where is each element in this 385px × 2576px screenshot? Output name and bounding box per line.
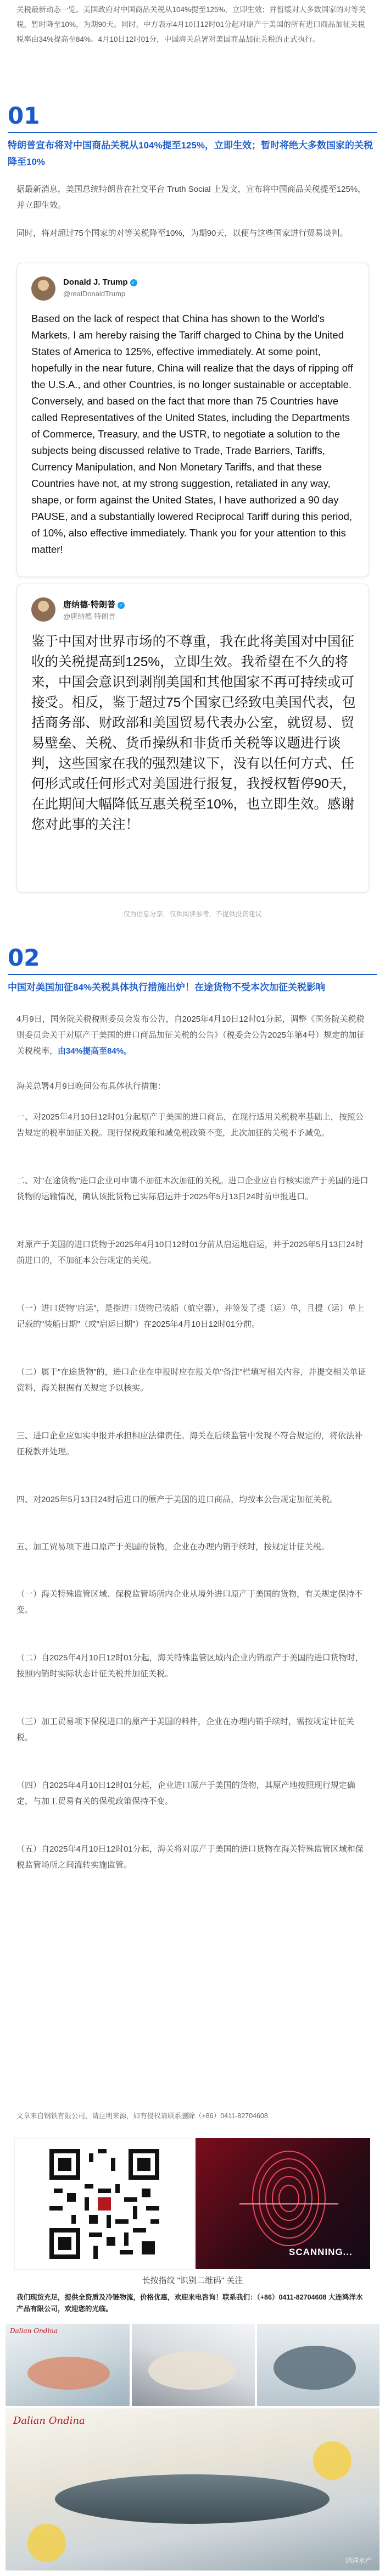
- brand-logo-text: Dalian Ondina: [10, 2327, 58, 2335]
- section-divider: [8, 974, 377, 975]
- section-title-01: 特朗普宣布将对中国商品关税从104%提至125%，立即生效；暂时将绝大多数国家的关税降至10%: [8, 140, 373, 167]
- section2-paragraph: 对原产于美国的进口货物于2025年4月10日12时01分前从启运地启运，并于2025年5月13日24时前进口的，不加征本公告规定的关税。: [16, 1240, 364, 1265]
- tweet-body: Based on the lack of respect that China has shown to the World's Markets, I am hereby raising the Tariff charged to China by the United States of America to 125%, effective immediately. At some point, hopefully in the near future, China will realize that the days of ripping off the U.S.A., and other Countries, is no longer sustainable or acceptable. Conversely, and based on the fact that more than 75 Countries have called Representatives of the United States, including the Departments of Commerce, Treasury, and the USTR, to negotiate a solution to the subjects being discussed relative to Trade, Trade Barriers, Tariffs, Currency Manipulation, and Non Monetary Tariffs, and that these Countries have not, at my strong suggestion, retaliated in any way, shape, or form against the United States, I have authorized a 90 day PAUSE, and a substantially lowered Reciprocal Tariff during this period, of 10%, also effective immediately. Thank you for your attention to this matter!: [31, 313, 353, 555]
- fingerprint-scan-image: [196, 2138, 370, 2269]
- qr-code-panel: [14, 2138, 194, 2270]
- intro-paragraph: 关税最新动态一览。美国政府对中国商品关税从104%提至125%，立即生效；并暂缓对大多数国家的对等关税，暂时降至10%，为期90天。同时，中方表示4月10日12时01分起对原产于美国的所有进口商品加征关税税率由34%提高至84%。4月10日12时01分，中国海关总署对美国商品加征关税的正式执行。: [16, 5, 366, 43]
- verified-icon: ✓: [130, 279, 137, 286]
- section-divider: [8, 132, 377, 133]
- tweet-author-handle: @唐纳德·特朗普: [63, 612, 116, 621]
- qr-caption: 长按指纹 "识别二维码" 关注: [142, 2276, 243, 2285]
- section2-paragraph: （二）自2025年4月10日12时01分起，海关特殊监管区域内企业内销原产于美国的进口货物时，按照内销时实际状态计征关税并加征关税。: [16, 1653, 364, 1678]
- qr-code-icon[interactable]: [49, 2149, 159, 2259]
- scan-label: SCANNING...: [289, 2247, 353, 2257]
- section2-paragraph: （五）自2025年4月10日12时01分起，海关将对原产于美国的进口货物在海关特殊监管区域和保税监管场所之间流转实施监管。: [16, 1844, 364, 1870]
- brand-logo-text: Dalian Ondina: [13, 2415, 85, 2427]
- seafood-shape: [274, 2346, 356, 2390]
- section2-paragraph: （一）海关特殊监管区域、保税监管场所内企业从境外进口原产于美国的货物，有关规定保持不变。: [16, 1589, 363, 1615]
- avatar: [31, 597, 55, 622]
- section2-paragraph: 海关总署4月9日晚间公布具体执行措施：: [16, 1082, 166, 1091]
- section1-paragraph-2: 同时，将对超过75个国家的对等关税降至10%，为期90天，以便与这些国家进行贸易谈判。: [16, 229, 348, 238]
- seafood-photo-1: [5, 2324, 130, 2406]
- lemon-shape: [27, 2524, 66, 2562]
- section-title-02: 中国对美国加征84%关税具体执行措施出炉！在途货物不受本次加征关税影响: [8, 982, 326, 993]
- fish-shape: [55, 2474, 330, 2524]
- seafood-photo-large: [5, 2408, 380, 2571]
- section2-paragraph: 三、进口企业应如实申报并承担相应法律责任。海关在后续监管中发现不符合规定的，将依法补征税款并处理。: [16, 1431, 363, 1456]
- seafood-shape: [148, 2351, 236, 2390]
- section2-paragraph: （二）属于"在途货物"的，进口企业在申报时应在报关单"备注"栏填写相关内容，并提交相关单证资料，海关根据有关规定予以核实。: [16, 1367, 366, 1393]
- seafood-photo-3: [257, 2324, 380, 2406]
- highlight-rate: 由34%提高至84%。: [58, 1046, 132, 1056]
- tweet-author-name: Donald J. Trump ✓: [63, 278, 137, 287]
- tweet-card-english: [16, 263, 369, 577]
- section2-paragraph: （一）进口货物"启运"，是指进口货物已装船（航空器），并签发了提（运）单，且提（运）单上记载的"装船日期"（或"启运日期"）在2025年4月10日12时01分前。: [16, 1304, 365, 1329]
- seafood-photo-2: [132, 2324, 255, 2406]
- section2-paragraph: 四、对2025年5月13日24时后进口的原产于美国的进口商品，均按本公告规定加征关税。: [16, 1495, 338, 1504]
- section2-paragraph: （三）加工贸易项下保税进口的原产于美国的料件，企业在办理内销手续时，需按规定计征关税。: [16, 1717, 355, 1742]
- section-number-02: 02: [8, 944, 40, 971]
- section1-paragraph-1: 据最新消息，美国总统特朗普在社交平台 Truth Social 上发文，宣布将中国商品关税提至125%，并立即生效。: [16, 185, 366, 210]
- section-number-01: 01: [8, 102, 40, 129]
- lemon-shape: [313, 2441, 351, 2480]
- image-caption: 仅为信息分享，仅供阅读参考，不提供投资建议: [123, 910, 262, 918]
- section2-paragraph: （四）自2025年4月10日12时01分起，企业进口原产于美国的货物，其原产地按照现行规定确定，与加工贸易有关的保税政策保持不变。: [16, 1781, 355, 1806]
- tweet-author-handle: @realDonaldTrump: [63, 290, 126, 298]
- section2-paragraph: 一、对2025年4月10日12时01分起原产于美国的进口商品，在现行适用关税税率基础上，按照公告规定的税率加征关税。现行保税政策和减免税政策不变，此次加征的关税不予减免。: [16, 1112, 364, 1138]
- footer-note: 我们现货充足，提供全资质及冷链物流，价格优惠，欢迎来电咨询！联系我们：（+86）0411-82704608 大连鸿洋水产品有限公司，欢迎您的光临。: [16, 2294, 363, 2313]
- tweet-body: 鉴于中国对世界市场的不尊重，我在此将美国对中国征收的关税提高到125%，立即生效。我希望在不久的将来，中国会意识到剥削美国和其他国家不再可持续或可接受。相反，鉴于超过75个国家已经致电美国代表，包括商务部、财政部和美国贸易代表办公室，就贸易、贸易壁垒、关税、货币操纵和非货币关税等议题进行谈判，这些国家在我的强烈建议下，没有以任何方式、任何形式或任何形式对美国进行报复，我授权暂停90天，在此期间大幅降低互惠关税至10%，也立即生效。感谢您对此事的关注！: [31, 634, 356, 832]
- avatar: [31, 276, 55, 301]
- section2-paragraph: 二、对"在途货物"进口企业可申请不加征本次加征的关税。进口企业应自行核实原产于美国的进口货物的运输情况，确认该批货物已实际启运并于2025年5月13日24时前申报进口。: [16, 1176, 369, 1201]
- contact-note: 文章来自钢铁有限公司，请注明来源，如有侵权请联系删除（+86）0411-82704608: [16, 2112, 268, 2120]
- tweet-author-name: 唐纳德·特朗普 ✓: [63, 599, 125, 610]
- tweet-card-chinese: [16, 584, 369, 893]
- section2-paragraph: 五、加工贸易项下进口原产于美国的货物，企业在办理内销手续时，按规定计征关税。: [16, 1542, 330, 1552]
- watermark: 鸿洋水产: [345, 2557, 372, 2564]
- section2-paragraph: 4月9日，国务院关税税则委员会发布公告，自2025年4月10日12时01分起，调整《国务院关税税则委员会关于对原产于美国的进口商品加征关税的公告》（税委会公告2025年第4号）规定的加征关税税率，由34%提高至84%。: [16, 1015, 365, 1056]
- seafood-shape: [27, 2357, 110, 2390]
- verified-icon: ✓: [118, 602, 125, 609]
